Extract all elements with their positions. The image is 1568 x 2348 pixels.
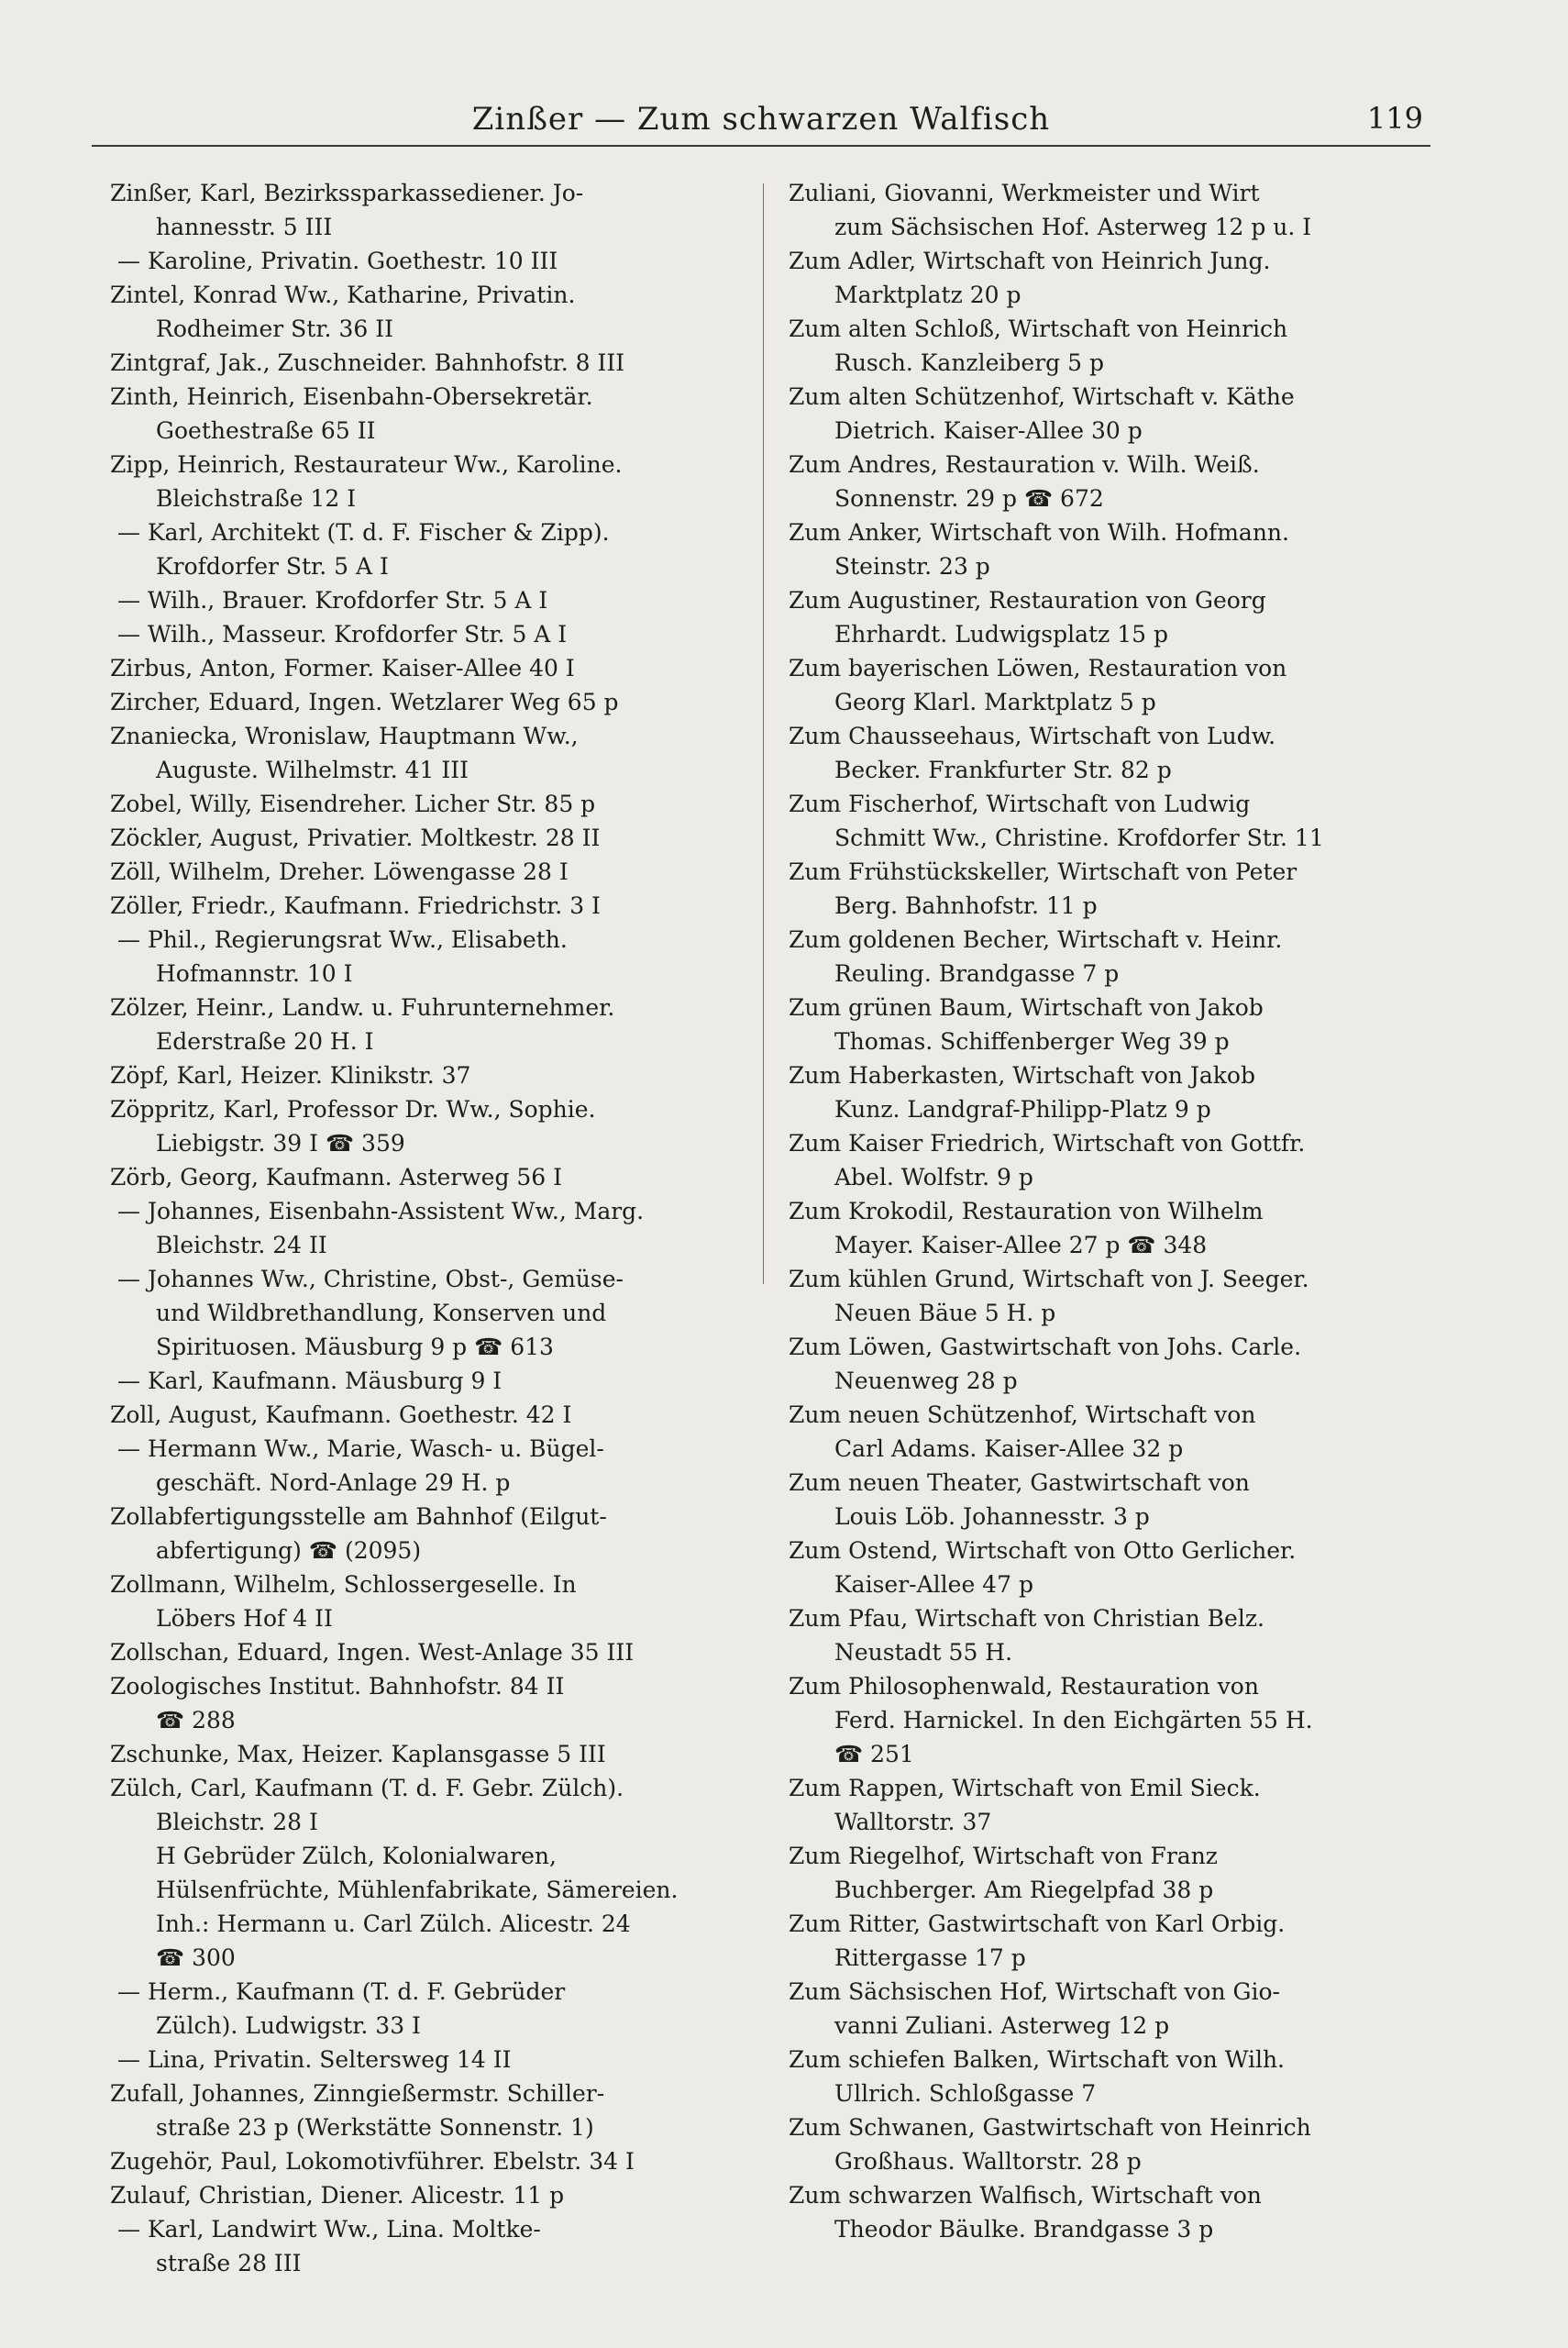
entry-line: Zöckler, August, Privatier. Moltkestr. 28 II: [110, 825, 601, 851]
entry-line: — Hermann Ww., Marie, Wasch- u. Bügel-: [117, 1435, 604, 1462]
entry-line: Zollabfertigungsstelle am Bahnhof (Eilgut-: [110, 1503, 607, 1530]
directory-entry: [789, 855, 1430, 923]
entry-line: Bleichstraße 12 I: [156, 485, 357, 512]
entry-line: Zum kühlen Grund, Wirtschaft von J. Seeger.: [789, 1266, 1309, 1292]
directory-entry: [789, 1058, 1430, 1126]
entry-line: Zircher, Eduard, Ingen. Wetzlarer Weg 65 p: [110, 689, 619, 715]
entry-line: Ferd. Harnickel. In den Eichgärten 55 H.: [834, 1707, 1313, 1733]
entry-line: Neuenweg 28 p: [834, 1368, 1018, 1394]
directory-entry: [789, 1975, 1430, 2043]
entry-line: Zöpf, Karl, Heizer. Klinikstr. 37: [110, 1062, 471, 1089]
entry-line: Bleichstr. 24 II: [156, 1232, 327, 1258]
entry-line: geschäft. Nord-Anlage 29 H. p: [156, 1469, 511, 1496]
entry-line: ☎ 288: [156, 1707, 236, 1733]
directory-entry: [789, 1839, 1430, 1907]
entry-line: Zum Haberkasten, Wirtschaft von Jakob: [789, 1062, 1255, 1089]
entry-line: Zum Philosophenwald, Restauration von: [789, 1673, 1259, 1700]
entry-line: — Johannes Ww., Christine, Obst-, Gemüse-: [117, 1266, 624, 1292]
directory-entry: [110, 2212, 752, 2280]
entry-line: ☎ 300: [156, 1944, 236, 1971]
directory-entry: [789, 1126, 1430, 1194]
entry-line: Zulauf, Christian, Diener. Alicestr. 11 p: [110, 2182, 565, 2209]
directory-entry: [110, 1771, 752, 1839]
entry-line: Spirituosen. Mäusburg 9 p ☎ 613: [156, 1334, 554, 1360]
running-head: [92, 99, 1430, 147]
directory-entry: [110, 787, 752, 821]
entry-line: Rittergasse 17 p: [834, 1944, 1026, 1971]
entry-line: Neustadt 55 H.: [834, 1639, 1013, 1666]
entry-line: Carl Adams. Kaiser-Allee 32 p: [834, 1435, 1184, 1462]
directory-entry: [110, 1364, 752, 1398]
entry-line: Liebigstr. 39 I ☎ 359: [156, 1130, 405, 1157]
entry-line: Zum Adler, Wirtschaft von Heinrich Jung.: [789, 248, 1271, 274]
directory-entry: [110, 1194, 752, 1262]
directory-entry: [110, 821, 752, 855]
entry-line: Marktplatz 20 p: [834, 282, 1021, 308]
entry-line: Inh.: Hermann u. Carl Zülch. Alicestr. 24: [156, 1911, 631, 1937]
entry-line: Ederstraße 20 H. I: [156, 1028, 374, 1055]
directory-entry: [110, 651, 752, 685]
entry-line: Zum Ritter, Gastwirtschaft von Karl Orbig.: [789, 1911, 1286, 1937]
entry-line: Zülch). Ludwigstr. 33 I: [156, 2012, 421, 2039]
entry-line: Zum goldenen Becher, Wirtschaft v. Heinr.: [789, 926, 1283, 953]
entry-line: Zölzer, Heinr., Landw. u. Fuhrunternehmer.: [110, 994, 615, 1021]
entry-line: — Phil., Regierungsrat Ww., Elisabeth.: [117, 926, 568, 953]
entry-line: Zum Ostend, Wirtschaft von Otto Gerlicher.: [789, 1537, 1297, 1564]
entry-line: Zinth, Heinrich, Eisenbahn-Obersekretär.: [110, 383, 593, 410]
directory-entry: [789, 2110, 1430, 2178]
directory-entry: [789, 1398, 1430, 1466]
entry-line: Zum alten Schloß, Wirtschaft von Heinrich: [789, 316, 1288, 342]
entry-line: Schmitt Ww., Christine. Krofdorfer Str. 11: [834, 825, 1324, 851]
directory-entry: [789, 176, 1430, 244]
entry-line: hannesstr. 5 III: [156, 214, 333, 240]
entry-line: Zuliani, Giovanni, Werkmeister und Wirt: [789, 180, 1260, 206]
entry-line: Zum schwarzen Walfisch, Wirtschaft von: [789, 2182, 1262, 2209]
directory-entry: [110, 2144, 752, 2178]
directory-entry: [110, 1160, 752, 1194]
entry-line: Zum Andres, Restauration v. Wilh. Weiß.: [789, 451, 1260, 478]
directory-entry: [110, 1737, 752, 1771]
directory-entry: [110, 1432, 752, 1500]
directory-entry: [789, 1907, 1430, 1975]
directory-entry: [110, 515, 752, 583]
directory-entry: [789, 244, 1430, 312]
entry-line: Zum Kaiser Friedrich, Wirtschaft von Gottfr.: [789, 1130, 1306, 1157]
entry-line: Zipp, Heinrich, Restaurateur Ww., Karoline.: [110, 451, 623, 478]
entry-line: Löbers Hof 4 II: [156, 1605, 333, 1632]
entry-line: Georg Klarl. Marktplatz 5 p: [834, 689, 1156, 715]
entry-line: Hofmannstr. 10 I: [156, 960, 353, 987]
directory-entry: [110, 2077, 752, 2144]
directory-entry: [110, 2043, 752, 2077]
entry-line: Zum Rappen, Wirtschaft von Emil Sieck.: [789, 1775, 1261, 1801]
entry-line: — Karoline, Privatin. Goethestr. 10 III: [117, 248, 558, 274]
entry-line: Zirbus, Anton, Former. Kaiser-Allee 40 I: [110, 655, 575, 681]
entry-line: H Gebrüder Zülch, Kolonialwaren,: [156, 1843, 557, 1869]
entry-line: Bleichstr. 28 I: [156, 1809, 318, 1835]
entry-line: abfertigung) ☎ (2095): [156, 1537, 422, 1564]
entry-line: Zum bayerischen Löwen, Restauration von: [789, 655, 1287, 681]
directory-entry: [110, 1839, 752, 1975]
directory-entry: [789, 787, 1430, 855]
directory-entry: [789, 380, 1430, 448]
directory-entry: [789, 448, 1430, 515]
directory-entry: [789, 719, 1430, 787]
directory-entry: [110, 991, 752, 1058]
entry-line: Zollschan, Eduard, Ingen. West-Anlage 35 III: [110, 1639, 635, 1666]
entry-line: Zum Pfau, Wirtschaft von Christian Belz.: [789, 1605, 1264, 1632]
directory-entry: [110, 448, 752, 515]
entry-line: Goethestraße 65 II: [156, 417, 376, 444]
directory-entry: [110, 244, 752, 278]
directory-entry: [789, 1466, 1430, 1534]
entry-line: Zollmann, Wilhelm, Schlossergeselle. In: [110, 1571, 577, 1598]
directory-entry: [110, 1500, 752, 1567]
directory-entry: [789, 515, 1430, 583]
entry-line: Zum Augustiner, Restauration von Georg: [789, 587, 1266, 614]
entry-line: und Wildbrethandlung, Konserven und: [156, 1300, 607, 1326]
directory-entry: [110, 889, 752, 923]
directory-entry: [110, 583, 752, 617]
directory-entry: [110, 1669, 752, 1737]
entry-line: Steinstr. 23 p: [834, 553, 990, 580]
entry-line: Buchberger. Am Riegelpfad 38 p: [834, 1877, 1214, 1903]
right-column: [789, 176, 1430, 2246]
directory-entry: [789, 1194, 1430, 1262]
entry-line: straße 23 p (Werkstätte Sonnenstr. 1): [156, 2114, 594, 2141]
entry-line: Zöll, Wilhelm, Dreher. Löwengasse 28 I: [110, 858, 569, 885]
entry-line: — Herm., Kaufmann (T. d. F. Gebrüder: [117, 1978, 566, 2005]
entry-line: Neuen Bäue 5 H. p: [834, 1300, 1056, 1326]
entry-line: Auguste. Wilhelmstr. 41 III: [156, 757, 469, 783]
entry-line: Mayer. Kaiser-Allee 27 p ☎ 348: [834, 1232, 1208, 1258]
entry-line: Zörb, Georg, Kaufmann. Asterweg 56 I: [110, 1164, 563, 1191]
entry-line: Zum Krokodil, Restauration von Wilhelm: [789, 1198, 1264, 1224]
directory-entry: [789, 2043, 1430, 2110]
entry-line: Zum Anker, Wirtschaft von Wilh. Hofmann.: [789, 519, 1289, 546]
entry-line: Becker. Frankfurter Str. 82 p: [834, 757, 1172, 783]
entry-line: — Karl, Kaufmann. Mäusburg 9 I: [117, 1368, 502, 1394]
entry-line: Znaniecka, Wronislaw, Hauptmann Ww.,: [110, 723, 579, 749]
directory-entry: [110, 1567, 752, 1635]
entry-line: Zoll, August, Kaufmann. Goethestr. 42 I: [110, 1401, 572, 1428]
entry-line: Zintgraf, Jak., Zuschneider. Bahnhofstr. 8 III: [110, 349, 625, 376]
entry-line: Zum schiefen Balken, Wirtschaft von Wilh.: [789, 2046, 1286, 2073]
directory-entry: [110, 1262, 752, 1364]
entry-line: Zum Riegelhof, Wirtschaft von Franz: [789, 1843, 1218, 1869]
entry-line: Zinßer, Karl, Bezirkssparkassediener. Jo-: [110, 180, 584, 206]
entry-line: — Karl, Landwirt Ww., Lina. Moltke-: [117, 2216, 541, 2243]
entry-line: Ullrich. Schloßgasse 7: [834, 2080, 1097, 2107]
entry-line: Walltorstr. 37: [834, 1809, 992, 1835]
directory-entry: [789, 1771, 1430, 1839]
entry-line: Kaiser-Allee 47 p: [834, 1571, 1033, 1598]
directory-entry: [789, 651, 1430, 719]
entry-line: — Wilh., Masseur. Krofdorfer Str. 5 A I: [117, 621, 568, 648]
entry-line: Großhaus. Walltorstr. 28 p: [834, 2148, 1142, 2175]
entry-line: Zülch, Carl, Kaufmann (T. d. F. Gebr. Zülch).: [110, 1775, 624, 1801]
entry-line: Zintel, Konrad Ww., Katharine, Privatin.: [110, 282, 576, 308]
entry-line: Berg. Bahnhofstr. 11 p: [834, 892, 1098, 919]
directory-entry: [110, 346, 752, 380]
directory-entry: [110, 1635, 752, 1669]
directory-entry: [110, 923, 752, 991]
entry-line: Rusch. Kanzleiberg 5 p: [834, 349, 1104, 376]
entry-line: Dietrich. Kaiser-Allee 30 p: [834, 417, 1143, 444]
entry-line: — Lina, Privatin. Seltersweg 14 II: [117, 2046, 512, 2073]
entry-line: Kunz. Landgraf-Philipp-Platz 9 p: [834, 1096, 1211, 1123]
directory-entry: [110, 685, 752, 719]
entry-line: — Karl, Architekt (T. d. F. Fischer & Zipp).: [117, 519, 610, 546]
entry-line: Ehrhardt. Ludwigsplatz 15 p: [834, 621, 1168, 648]
directory-entry: [789, 583, 1430, 651]
entry-line: — Johannes, Eisenbahn-Assistent Ww., Marg.: [117, 1198, 645, 1224]
entry-line: Zum Chausseehaus, Wirtschaft von Ludw.: [789, 723, 1276, 749]
left-column: [110, 176, 752, 2280]
entry-line: Rodheimer Str. 36 II: [156, 316, 393, 342]
entry-line: Zum neuen Schützenhof, Wirtschaft von: [789, 1401, 1256, 1428]
directory-entry: [789, 2178, 1430, 2246]
entry-line: straße 28 III: [156, 2250, 302, 2276]
directory-entry: [110, 278, 752, 346]
entry-line: Zum Schwanen, Gastwirtschaft von Heinrich: [789, 2114, 1311, 2141]
directory-entry: [789, 1534, 1430, 1601]
entry-line: Zum Sächsischen Hof, Wirtschaft von Gio-: [789, 1978, 1280, 2005]
entry-line: Zum Frühstückskeller, Wirtschaft von Peter: [789, 858, 1297, 885]
entry-line: Krofdorfer Str. 5 A I: [156, 553, 389, 580]
entry-line: Zufall, Johannes, Zinngießermstr. Schiller-: [110, 2080, 605, 2107]
directory-entry: [110, 855, 752, 889]
directory-entry: [789, 1601, 1430, 1669]
entry-line: Zum grünen Baum, Wirtschaft von Jakob: [789, 994, 1264, 1021]
entry-line: — Wilh., Brauer. Krofdorfer Str. 5 A I: [117, 587, 548, 614]
entry-line: Theodor Bäulke. Brandgasse 3 p: [834, 2216, 1214, 2243]
entry-line: ☎ 251: [834, 1741, 914, 1767]
directory-entry: [110, 176, 752, 244]
entry-line: Zschunke, Max, Heizer. Kaplansgasse 5 III: [110, 1741, 606, 1767]
directory-entry: [110, 1058, 752, 1092]
entry-line: Zum Fischerhof, Wirtschaft von Ludwig: [789, 791, 1251, 817]
entry-line: Zum Löwen, Gastwirtschaft von Johs. Carle.: [789, 1334, 1302, 1360]
entry-line: Abel. Wolfstr. 9 p: [834, 1164, 1033, 1191]
directory-entry: [110, 2178, 752, 2212]
entry-line: zum Sächsischen Hof. Asterweg 12 p u. I: [834, 214, 1312, 240]
directory-entry: [110, 380, 752, 448]
directory-entry: [789, 923, 1430, 991]
entry-line: Zöppritz, Karl, Professor Dr. Ww., Sophie.: [110, 1096, 596, 1123]
directory-entry: [789, 1669, 1430, 1771]
entry-line: Hülsenfrüchte, Mühlenfabrikate, Sämereien.: [156, 1877, 679, 1903]
column-divider: [763, 183, 764, 1284]
entry-line: Zöller, Friedr., Kaufmann. Friedrichstr. 3 I: [110, 892, 601, 919]
directory-entry: [789, 991, 1430, 1058]
page-number: 119: [1366, 101, 1423, 136]
entry-line: Louis Löb. Johannesstr. 3 p: [834, 1503, 1150, 1530]
directory-entry: [110, 617, 752, 651]
entry-line: vanni Zuliani. Asterweg 12 p: [834, 2012, 1170, 2039]
entry-line: Sonnenstr. 29 p ☎ 672: [834, 485, 1104, 512]
entry-line: Thomas. Schiffenberger Weg 39 p: [834, 1028, 1230, 1055]
directory-entry: [110, 1975, 752, 2043]
page-title: Zinßer — Zum schwarzen Walfisch: [471, 101, 1051, 138]
entry-line: Reuling. Brandgasse 7 p: [834, 960, 1120, 987]
entry-line: Zum alten Schützenhof, Wirtschaft v. Käthe: [789, 383, 1295, 410]
directory-entry: [110, 719, 752, 787]
entry-line: Zum neuen Theater, Gastwirtschaft von: [789, 1469, 1250, 1496]
directory-entry: [789, 1262, 1430, 1330]
entry-line: Zoologisches Institut. Bahnhofstr. 84 II: [110, 1673, 565, 1700]
directory-entry: [110, 1398, 752, 1432]
entry-line: Zugehör, Paul, Lokomotivführer. Ebelstr. 34 I: [110, 2148, 635, 2175]
directory-entry: [789, 312, 1430, 380]
entry-line: Zobel, Willy, Eisendreher. Licher Str. 85 p: [110, 791, 596, 817]
directory-entry: [789, 1330, 1430, 1398]
directory-entry: [110, 1092, 752, 1160]
